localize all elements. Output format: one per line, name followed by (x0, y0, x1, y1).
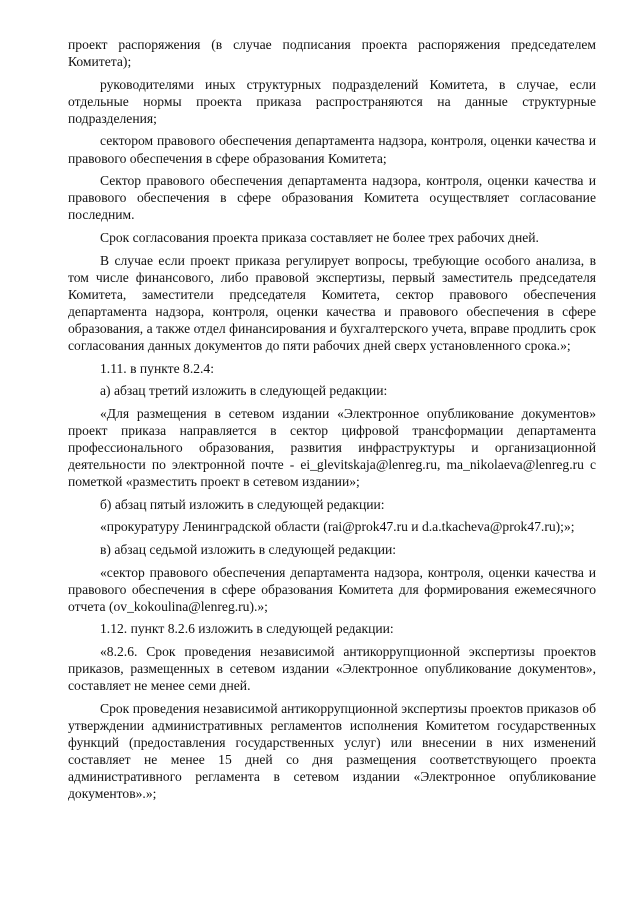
paragraph-11: «прокуратуру Ленинградской области (rai@prok47.ru и d.a.tkacheva@prok47.ru);»; (100, 519, 575, 535)
paragraph-15: «8.2.6. Срок проведения независимой антикоррупционной экспертизы проектов приказов, размещенных в сетевом издании «Электронное опубликование документов», составляет не менее семи дней. (68, 643, 596, 694)
paragraph-3: сектором правового обеспечения департамента надзора, контроля, оценки качества и правового обеспечения в сфере образования Комитета; (68, 133, 596, 166)
paragraph-4: Сектор правового обеспечения департамента надзора, контроля, оценки качества и правового обеспечения в сфере образования Комитета осуществляет согласование последним. (68, 173, 596, 223)
paragraph-12: в) абзац седьмой изложить в следующей редакции: (100, 541, 397, 557)
paragraph-16: Срок проведения независимой антикоррупционной экспертизы проектов приказов об утверждении административных регламентов исполнения Комитетом государственных функций (предоставления государственных услуг) или внесении в них изменений составляет не менее 15 дней со дня размещения соответствующего проекта административного регламента в сетевом издании «Электронное опубликование документов».»; (68, 700, 596, 802)
paragraph-2: руководителями иных структурных подразделений Комитета, в случае, если отдельные нормы проекта приказа распространяются на данные структурные подразделения; (68, 76, 596, 126)
paragraph-9: «Для размещения в сетевом издании «Электронное опубликование документов» проект приказа направляется в сектор цифровой трансформации департамента профессионального образования, развития инфраструктуры и организационной деятельности по электронной почте - ei_glevitskaja@lenreg.ru, ma_nikolaeva@lenreg.ru с пометкой «разместить проект в сетевом издании»; (68, 405, 596, 490)
paragraph-6: В случае если проект приказа регулирует вопросы, требующие особого анализа, в том числе финансового, либо правовой экспертизы, первый заместитель председателя Комитета, заместители председателя Комитета, сектор правового обеспечения департамента надзора, контроля, оценки качества и правового обеспечения в сфере образования, а также отдел финансирования и бухгалтерского учета, вправе продлить срок согласования данных документов до пяти рабочих дней сверх установленного срока.»; (68, 252, 596, 353)
paragraph-5: Срок согласования проекта приказа составляет не более трех рабочих дней. (100, 229, 539, 245)
paragraph-8: а) абзац третий изложить в следующей редакции: (100, 383, 388, 399)
paragraph-10: б) абзац пятый изложить в следующей редакции: (100, 496, 385, 512)
document-page (68, 36, 596, 808)
paragraph-1: проект распоряжения (в случае подписания проекта распоряжения председателем Комитета); (68, 37, 596, 70)
paragraph-13: «сектор правового обеспечения департамента надзора, контроля, оценки качества и правового обеспечения в сфере образования Комитета для формирования ежемесячного отчета (ov_kokoulina@lenreg.ru).»; (68, 564, 596, 614)
paragraph-14: 1.12. пункт 8.2.6 изложить в следующей редакции: (100, 621, 394, 637)
paragraph-7: 1.11. в пункте 8.2.4: (100, 360, 215, 376)
